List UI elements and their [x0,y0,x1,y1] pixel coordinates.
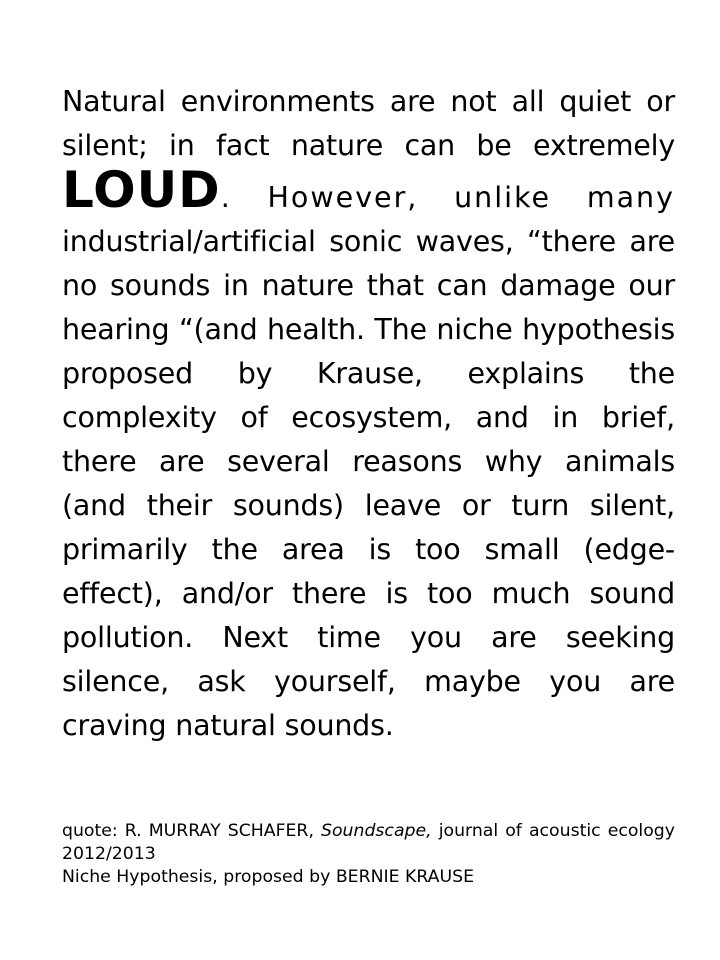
loud-emphasis: LOUD [62,161,221,219]
main-content [62,80,675,748]
quote-citation [62,820,675,866]
quote-prefix: quote: R. MURRAY SCHAFER, [62,821,322,841]
paragraph-text-1: Natural environments are not all quiet or silent; in fact nature can be extremely [62,85,675,162]
paragraph-text-2: . However, unlike many [220,181,675,214]
body-paragraph [62,80,675,748]
niche-citation: Niche Hypothesis, proposed by BERNIE KRAUSE [62,867,475,887]
paragraph-text-3: industrial/artificial sonic waves, “there are no sounds in nature that can damage our hearing “(and health. The niche hypothesis proposed by Krause, explains the complexity of ecosystem, and in brief, there are several reasons why animals (and their sounds) leave or turn silent, primarily the area is too small (edge-effect), and/or there is too much sound pollution. Next time you are seeking silence, ask yourself, maybe you are craving natural sounds. [62,225,675,742]
quote-suffix: journal of acoustic ecology 2012/2013 [62,821,675,864]
citations [62,820,675,889]
quote-title: Soundscape, [321,821,432,841]
